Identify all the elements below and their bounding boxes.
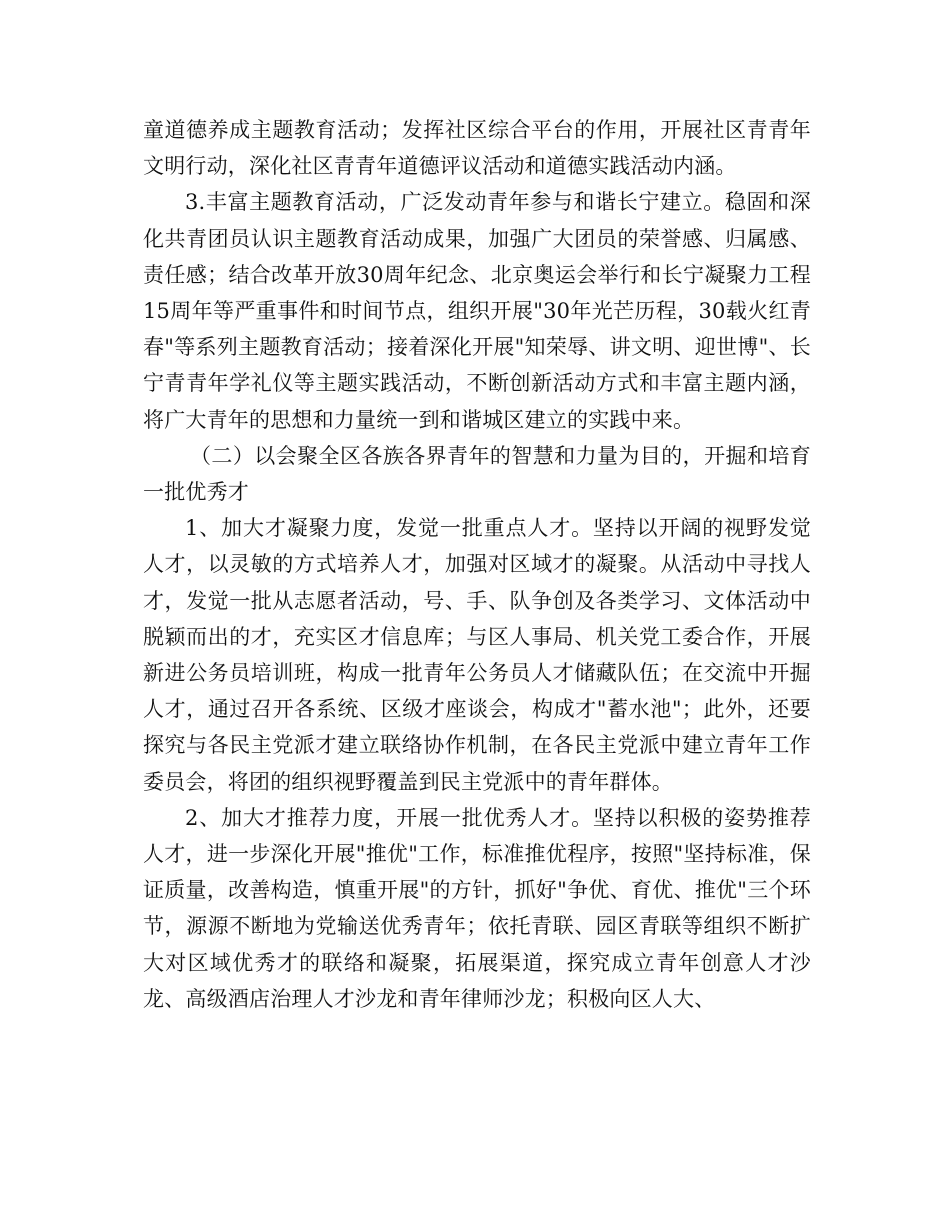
paragraph-item-1: 1、加大才凝聚力度，发觉一批重点人才。坚持以开阔的视野发觉人才，以灵敏的方式培养人才，加强对区域才的凝聚。从活动中寻找人才，发觉一批从志愿者活动，号、手、队争创及各类学习、文体活动中脱颖而出的才，充实区才信息库；与区人事局、机关党工委合作，开展新进公务员培训班，构成一批青年公务员人才储藏队伍；在交流中开掘人才，通过召开各系统、区级才座谈会，构成才"蓄水池"；此外，还要探究与各民主党派才建立联络协作机制，在各民主党派中建立青年工作委员会，将团的组织视野覆盖到民主党派中的青年群体。: [143, 516, 811, 794]
document-body: [143, 112, 811, 1017]
section-heading: （二）以会聚全区各族各界青年的智慧和力量为目的，开掘和培育一批优秀才: [143, 443, 811, 505]
paragraph-item-3: 3.丰富主题教育活动，广泛发动青年参与和谐长宁建立。稳固和深化共青团员认识主题教育活动成果，加强广大团员的荣誉感、归属感、责任感；结合改革开放30周年纪念、北京奥运会举行和长宁凝聚力工程15周年等严重事件和时间节点，组织开展"30年光芒历程，30载火红青春"等系列主题教育活动；接着深化开展"知荣辱、讲文明、迎世博"、长宁青青年学礼仪等主题实践活动，不断创新活动方式和丰富主题内涵，将广大青年的思想和力量统一到和谐城区建立的实践中来。: [143, 190, 811, 432]
paragraph-item-2: 2、加大才推荐力度，开展一批优秀人才。坚持以积极的姿势推荐人才，进一步深化开展"推优"工作，标准推优程序，按照"坚持标准，保证质量，改善构造，慎重开展"的方针，抓好"争优、育优、推优"三个环节，源源不断地为党输送优秀青年；依托青联、园区青联等组织不断扩大对区域优秀才的联络和凝聚，拓展渠道，探究成立青年创意人才沙龙、高级酒店治理人才沙龙和青年律师沙龙；积极向区人大、: [143, 805, 811, 1011]
paragraph-continuation: 童道德养成主题教育活动；发挥社区综合平台的作用，开展社区青青年文明行动，深化社区青青年道德评议活动和道德实践活动内涵。: [143, 118, 811, 179]
